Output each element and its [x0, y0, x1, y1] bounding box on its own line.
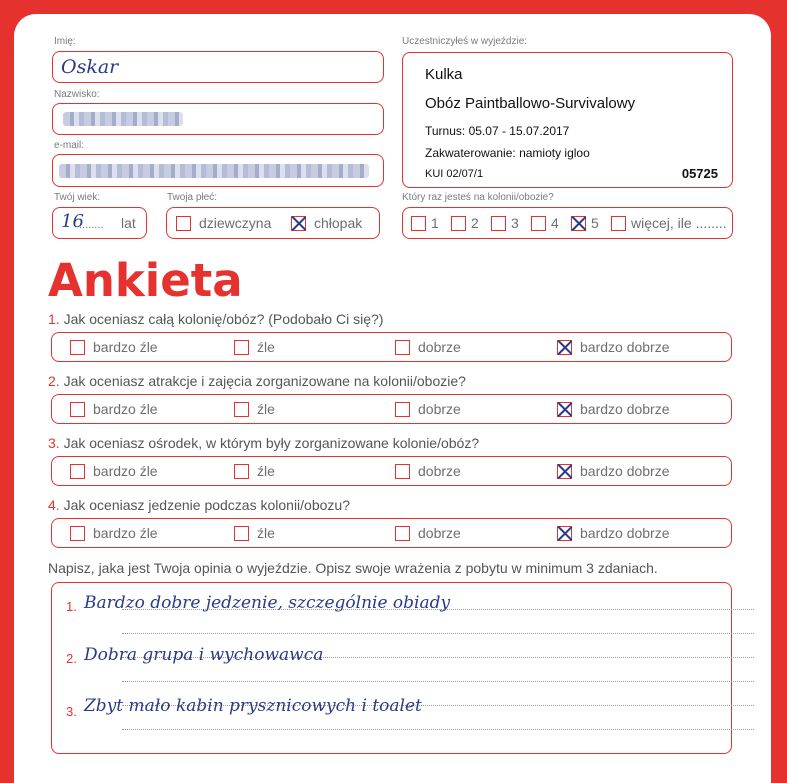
opinion-3-number: 3. — [66, 704, 77, 719]
times-label: Który raz jesteś na kolonii/obozie? — [402, 192, 554, 203]
answer-option[interactable] — [70, 457, 158, 485]
question-3-text — [48, 435, 479, 451]
question-label: Jak oceniasz ośrodek, w którym były zorganizowane kolonie/obóz? — [63, 435, 480, 451]
age-unit: lat — [121, 215, 136, 231]
accommodation-value: namioty igloo — [519, 146, 590, 160]
answer-option[interactable] — [395, 395, 461, 423]
times-1-checkbox[interactable] — [411, 216, 426, 231]
answer-checkbox[interactable] — [395, 526, 410, 541]
gender-female-checkbox[interactable] — [176, 216, 191, 231]
page-title: Ankieta — [48, 254, 243, 307]
answer-checkbox[interactable] — [70, 526, 85, 541]
times-option-1[interactable] — [411, 209, 439, 237]
answer-option[interactable] — [395, 333, 461, 361]
turnus-value: 05.07 - 15.07.2017 — [468, 124, 570, 138]
answer-option[interactable] — [234, 457, 275, 485]
times-3-label: 3 — [511, 215, 519, 231]
opinion-line — [122, 729, 754, 730]
question-4-text — [48, 497, 350, 513]
answer-option[interactable] — [234, 519, 275, 547]
question-number: 2. — [48, 373, 60, 389]
opinion-line — [122, 681, 754, 682]
turnus-row — [425, 124, 569, 138]
surname-field[interactable] — [52, 103, 384, 135]
question-3-answers — [51, 456, 732, 486]
question-label: Jak oceniasz całą kolonię/obóz? (Podobało Ci się?) — [63, 311, 384, 327]
opinion-2-text: Dobra grupa i wychowawca — [84, 645, 324, 665]
participant-label: Uczestniczyłeś w wyjeździe: — [402, 36, 528, 47]
answer-label: bardzo źle — [93, 401, 158, 417]
question-label: Jak oceniasz atrakcje i zajęcia zorganizowane na kolonii/obozie? — [63, 373, 466, 389]
times-field — [402, 207, 733, 239]
opinion-line — [122, 633, 754, 634]
answer-option[interactable] — [557, 457, 670, 485]
question-number: 4. — [48, 497, 60, 513]
answer-checkbox[interactable] — [234, 340, 249, 355]
answer-option[interactable] — [234, 395, 275, 423]
participant-box — [402, 52, 733, 188]
answer-label: bardzo źle — [93, 525, 158, 541]
gender-male-label: chłopak — [314, 215, 363, 231]
opinion-prompt: Napisz, jaka jest Twoja opinia o wyjeździe. Opisz swoje wrażenia z pobytu w minimum 3 zdaniach. — [48, 560, 658, 576]
times-option-more[interactable] — [611, 209, 727, 237]
answer-checkbox[interactable] — [395, 340, 410, 355]
answer-checkbox[interactable] — [395, 464, 410, 479]
email-redacted — [59, 164, 369, 178]
times-option-2[interactable] — [451, 209, 479, 237]
times-5-label: 5 — [591, 215, 599, 231]
question-2-answers — [51, 394, 732, 424]
times-4-checkbox[interactable] — [531, 216, 546, 231]
times-3-checkbox[interactable] — [491, 216, 506, 231]
opinion-3-text: Zbyt mało kabin prysznicowych i toalet — [84, 696, 422, 716]
question-number: 1. — [48, 311, 60, 327]
participant-name: Kulka — [425, 66, 463, 83]
answer-option[interactable] — [557, 519, 670, 547]
question-4-answers — [51, 518, 732, 548]
question-2-text — [48, 373, 466, 389]
answer-label: bardzo dobrze — [580, 525, 670, 541]
accommodation-label: Zakwaterowanie: — [425, 146, 516, 160]
opinion-2-number: 2. — [66, 651, 77, 666]
opinion-1-text: Bardzo dobre jedzenie, szczególnie obiady — [84, 593, 451, 613]
surname-label: Nazwisko: — [54, 89, 100, 100]
times-more-label: więcej, ile ........ — [631, 215, 727, 231]
age-label: Twój wiek: — [54, 192, 101, 203]
gender-female-option[interactable] — [176, 209, 271, 237]
answer-label: dobrze — [418, 525, 461, 541]
answer-label: dobrze — [418, 401, 461, 417]
answer-checkbox[interactable] — [70, 464, 85, 479]
answer-checkbox[interactable] — [234, 526, 249, 541]
answer-checkbox[interactable] — [70, 340, 85, 355]
surname-redacted — [63, 112, 183, 126]
answer-option[interactable] — [70, 519, 158, 547]
email-label: e-mail: — [54, 140, 85, 151]
email-field[interactable] — [52, 154, 384, 187]
times-1-label: 1 — [431, 215, 439, 231]
question-number: 3. — [48, 435, 60, 451]
gender-label: Twoja płeć: — [167, 192, 218, 203]
name-value: Oskar — [61, 56, 119, 78]
answer-checkbox[interactable] — [234, 402, 249, 417]
answer-label: bardzo dobrze — [580, 463, 670, 479]
camp-code: KUI 02/07/1 — [425, 168, 484, 180]
turnus-label: Turnus: — [425, 124, 466, 138]
answer-label: dobrze — [418, 463, 461, 479]
answer-checkbox[interactable] — [557, 526, 572, 541]
name-label: Imię: — [54, 36, 76, 47]
gender-female-label: dziewczyna — [199, 215, 272, 231]
answer-option[interactable] — [395, 457, 461, 485]
camp-name: Obóz Paintballowo-Survivalowy — [425, 95, 636, 112]
answer-option[interactable] — [395, 519, 461, 547]
survey-form — [14, 14, 771, 783]
age-dots: ........ — [79, 219, 104, 231]
times-option-4[interactable] — [531, 209, 559, 237]
gender-male-checkbox[interactable] — [291, 216, 306, 231]
opinion-box[interactable] — [51, 582, 732, 754]
opinion-1-number: 1. — [66, 599, 77, 614]
question-1-text — [48, 311, 383, 327]
answer-label: źle — [257, 525, 275, 541]
gender-field — [166, 207, 380, 239]
answer-label: bardzo źle — [93, 339, 158, 355]
answer-checkbox[interactable] — [557, 340, 572, 355]
answer-label: źle — [257, 463, 275, 479]
question-1-answers — [51, 332, 732, 362]
camp-number: 05725 — [681, 166, 718, 181]
answer-option[interactable] — [70, 395, 158, 423]
accommodation-row — [425, 146, 590, 160]
answer-checkbox[interactable] — [557, 402, 572, 417]
answer-checkbox[interactable] — [234, 464, 249, 479]
age-value: 16 — [61, 211, 84, 232]
times-5-checkbox[interactable] — [571, 216, 586, 231]
answer-option[interactable] — [557, 395, 670, 423]
times-2-checkbox[interactable] — [451, 216, 466, 231]
times-4-label: 4 — [551, 215, 559, 231]
answer-option[interactable] — [557, 333, 670, 361]
answer-label: źle — [257, 401, 275, 417]
answer-label: bardzo dobrze — [580, 401, 670, 417]
answer-label: dobrze — [418, 339, 461, 355]
times-option-5[interactable] — [571, 209, 599, 237]
answer-option[interactable] — [70, 333, 158, 361]
question-label: Jak oceniasz jedzenie podczas kolonii/obozu? — [63, 497, 350, 513]
answer-label: bardzo dobrze — [580, 339, 670, 355]
answer-checkbox[interactable] — [557, 464, 572, 479]
name-field[interactable] — [52, 51, 384, 83]
times-option-3[interactable] — [491, 209, 519, 237]
age-field[interactable] — [52, 207, 147, 239]
times-more-checkbox[interactable] — [611, 216, 626, 231]
answer-checkbox[interactable] — [70, 402, 85, 417]
gender-male-option[interactable] — [291, 209, 362, 237]
times-2-label: 2 — [471, 215, 479, 231]
answer-option[interactable] — [234, 333, 275, 361]
answer-label: bardzo źle — [93, 463, 158, 479]
answer-label: źle — [257, 339, 275, 355]
answer-checkbox[interactable] — [395, 402, 410, 417]
